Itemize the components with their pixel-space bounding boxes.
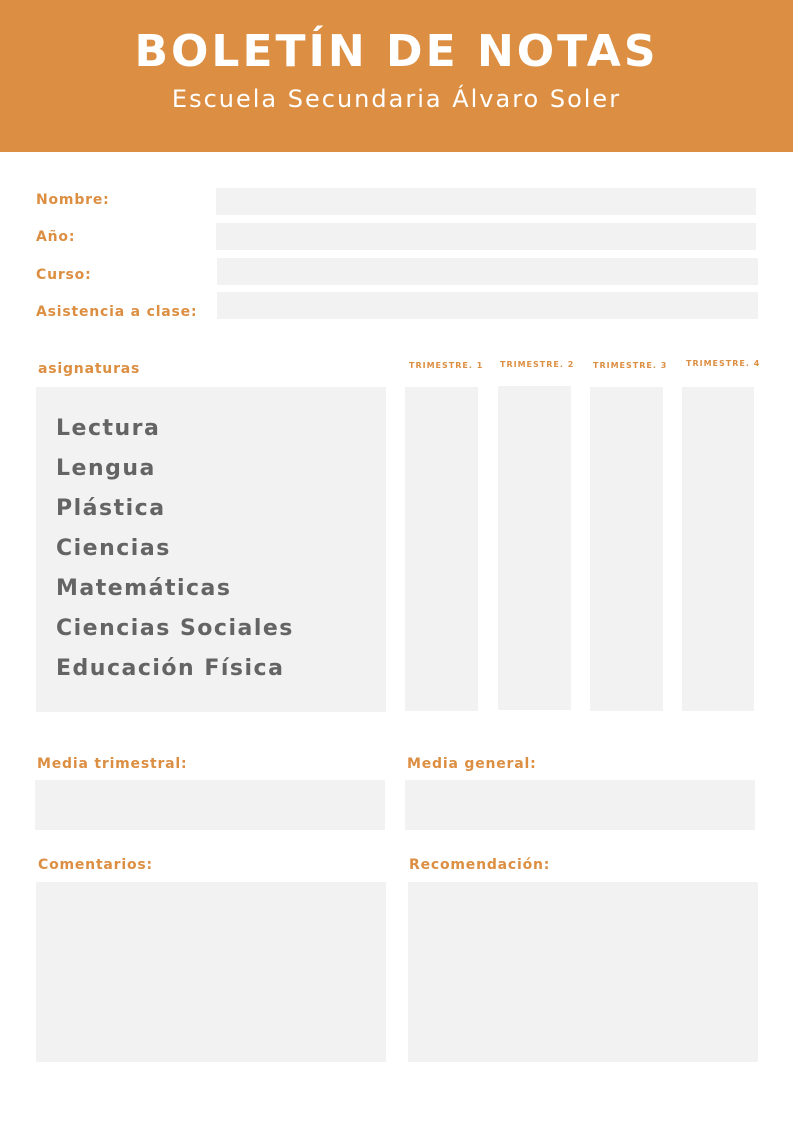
page-title: BOLETÍN DE NOTAS <box>134 26 659 77</box>
trimester-4-column[interactable] <box>682 387 754 711</box>
general-average-field[interactable] <box>405 780 755 830</box>
subject-item: Matemáticas <box>56 576 232 601</box>
term-average-field[interactable] <box>35 780 385 830</box>
subject-item: Lengua <box>56 456 156 481</box>
name-field[interactable] <box>216 188 756 215</box>
trimester-2-label: TRIMESTRE. 2 <box>500 360 575 369</box>
course-label: Curso: <box>36 267 92 283</box>
subject-item: Plástica <box>56 496 166 521</box>
comments-field[interactable] <box>36 882 386 1062</box>
attendance-field[interactable] <box>217 292 758 319</box>
general-average-label: Media general: <box>407 756 537 772</box>
comments-label: Comentarios: <box>38 857 153 873</box>
recommendation-field[interactable] <box>408 882 758 1062</box>
year-label: Año: <box>36 229 76 245</box>
term-average-label: Media trimestral: <box>37 756 188 772</box>
subjects-list <box>36 387 386 712</box>
year-field[interactable] <box>216 223 756 250</box>
trimester-1-label: TRIMESTRE. 1 <box>409 361 484 370</box>
subject-item: Lectura <box>56 416 161 441</box>
trimester-1-column[interactable] <box>405 387 478 711</box>
trimester-3-column[interactable] <box>590 387 663 711</box>
name-label: Nombre: <box>36 192 110 208</box>
page-header <box>0 0 793 152</box>
subjects-heading: asignaturas <box>38 361 141 377</box>
subject-item: Ciencias Sociales <box>56 616 294 641</box>
trimester-3-label: TRIMESTRE. 3 <box>593 361 668 370</box>
subject-item: Ciencias <box>56 536 171 561</box>
trimester-2-column[interactable] <box>498 386 571 710</box>
recommendation-label: Recomendación: <box>409 857 551 873</box>
subject-item: Educación Física <box>56 656 285 681</box>
course-field[interactable] <box>217 258 758 285</box>
attendance-label: Asistencia a clase: <box>36 304 198 320</box>
school-name: Escuela Secundaria Álvaro Soler <box>171 85 622 113</box>
trimester-4-label: TRIMESTRE. 4 <box>686 359 761 368</box>
